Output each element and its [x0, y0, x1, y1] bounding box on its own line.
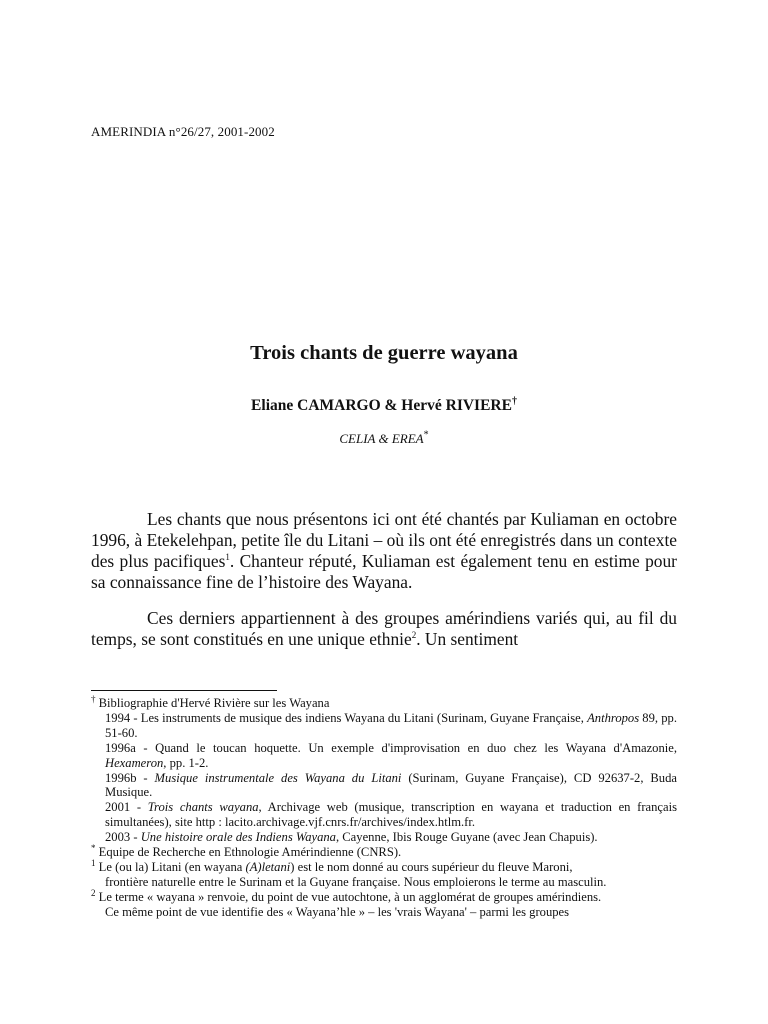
footnote-mark: *: [91, 842, 96, 853]
footnote-2-continuation: Ce même point de vue identifie des « Wayana’hle » – les 'vrais Wayana' – parmi les groupes: [105, 904, 570, 919]
bibliography-entry: [105, 771, 677, 801]
paragraph: [91, 509, 677, 593]
bibliography-entry: [105, 800, 677, 830]
footnote-star: [91, 842, 677, 860]
entry-text: , pp. 1-2.: [163, 755, 209, 770]
entry-title: Anthropos: [587, 710, 640, 725]
footnote-text: Equipe de Recherche en Ethnologie Amérindienne (CNRS).: [98, 845, 402, 860]
entry-text: , Archivage web (musique, transcription en wayana et traduction en français simultanées), site http : lacito.archivage.vjf.cnrs.fr/archives/index.htlm.fr.: [105, 800, 677, 830]
footnote-ref-2[interactable]: 2: [411, 630, 417, 641]
footnote-heading: Bibliographie d'Hervé Rivière sur les Wayana: [98, 696, 330, 710]
footnote-italic: (A)letani: [245, 859, 291, 874]
body-text: [91, 509, 677, 665]
paragraph-text: . Chanteur réputé, Kuliaman est également tenu en estime pour sa connaissance fine de l’histoire des Wayana.: [91, 551, 677, 592]
paragraph-text: Les chants que nous présentons ici ont été chantés par Kuliaman en octobre 1996, à Etekelehpan, petite île du Litani – où ils ont été enregistrés dans un contexte des plus pacifiques: [91, 509, 677, 571]
footnote-1: [91, 857, 677, 875]
entry-text: 89, pp. 51-60.: [105, 710, 677, 740]
paragraph-text: Ces derniers appartiennent à des groupes amérindiens variés qui, au fil du temps, se sont constitués en une unique ethnie: [91, 608, 677, 649]
author-names: Eliane CAMARGO & Hervé RIVIERE: [251, 397, 512, 414]
entry-title: Hexameron: [105, 755, 164, 770]
bibliography-entry: [105, 741, 677, 771]
affiliation-line: [0, 431, 768, 447]
affiliation-text: CELIA & EREA: [339, 431, 424, 446]
footnote-1-continuation: frontière naturelle entre le Surinam et la Guyane française. Nous emploierons le terme au masculin.: [105, 874, 607, 889]
entry-text: 1996b -: [105, 770, 155, 785]
footnote-mark: †: [91, 693, 96, 704]
footnote-mark: 2: [91, 887, 96, 898]
footnote-text: Le terme « wayana » renvoie, du point de vue autochtone, à un agglomérat de groupes amérindiens.: [98, 889, 602, 904]
paragraph: [91, 608, 677, 650]
bibliography-entry: [105, 830, 677, 845]
entry-title: Trois chants wayana: [147, 800, 259, 815]
author-line: [0, 397, 768, 415]
paragraph-text: . Un sentiment: [416, 629, 519, 649]
article-title: Trois chants de guerre wayana: [250, 342, 518, 364]
entry-text: (Surinam, Guyane Française), CD 92637-2, Buda Musique.: [105, 770, 677, 800]
entry-title: Musique instrumentale des Wayana du Litani: [154, 770, 402, 785]
footnote-2: [91, 887, 677, 905]
footnote-dagger: [91, 693, 677, 711]
entry-text: , Cayenne, Ibis Rouge Guyane (avec Jean Chapuis).: [335, 830, 598, 845]
footnote-separator: [91, 690, 277, 691]
entry-text: 2001 -: [105, 800, 148, 815]
dagger-footnote-marker[interactable]: †: [511, 395, 517, 407]
entry-text: 1994 - Les instruments de musique des indiens Wayana du Litani (Surinam, Guyane Française,: [105, 710, 588, 725]
entry-title: Une histoire orale des Indiens Wayana: [140, 830, 336, 845]
footnote-ref-1[interactable]: 1: [225, 552, 230, 563]
journal-header: AMERINDIA n°26/27, 2001-2002: [91, 124, 275, 139]
entry-text: 2003 -: [105, 830, 141, 845]
footnotes: [91, 693, 677, 920]
star-footnote-marker[interactable]: *: [423, 429, 429, 441]
entry-text: 1996a - Quand le toucan hoquette. Un exemple d'improvisation en duo chez les Wayana d'Amazonie,: [105, 740, 677, 755]
footnote-mark: 1: [91, 857, 96, 868]
bibliography-entry: [105, 711, 677, 741]
footnote-text: Le (ou la) Litani (en wayana: [98, 859, 246, 874]
footnote-text: ) est le nom donné au cours supérieur du fleuve Maroni,: [290, 859, 573, 874]
